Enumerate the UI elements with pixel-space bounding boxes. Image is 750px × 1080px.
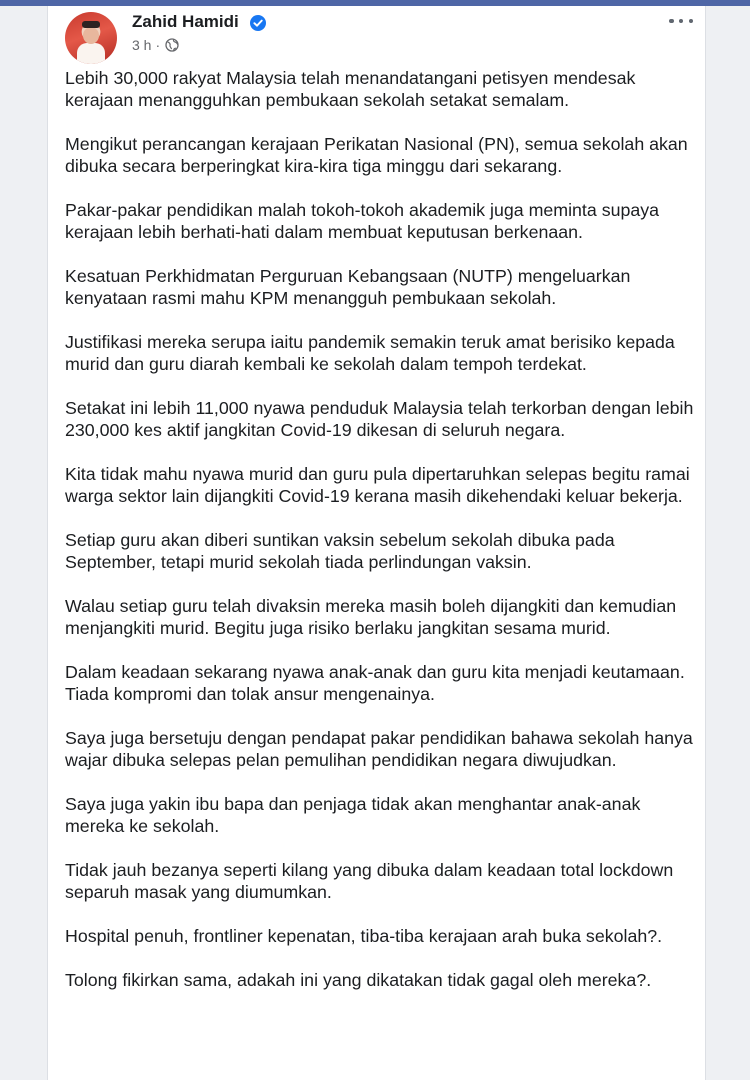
meta-separator: · [155, 37, 161, 53]
post-paragraph: Justifikasi mereka serupa iaitu pandemik semakin teruk amat berisiko kepada murid dan guru diarah kembali ke sekolah dalam tempoh terdekat. [65, 332, 675, 374]
avatar-cap [82, 21, 100, 28]
avatar-shirt [77, 43, 105, 64]
post-paragraph: Kita tidak mahu nyawa murid dan guru pula dipertaruhkan selepas begitu ramai warga sektor lain dijangkiti Covid-19 kerana masih dikehendaki keluar bekerja. [65, 464, 690, 506]
post-meta [132, 37, 179, 53]
post-card [47, 6, 706, 1080]
post-paragraph: Hospital penuh, frontliner kepenatan, tiba-tiba kerajaan arah buka sekolah?. [65, 926, 663, 946]
post-paragraph: Saya juga yakin ibu bapa dan penjaga tidak akan menghantar anak-anak mereka ke sekolah. [65, 794, 641, 836]
post-paragraph: Setakat ini lebih 11,000 nyawa penduduk Malaysia telah terkorban dengan lebih 230,000 kes aktif jangkitan Covid-19 dikesan di seluruh negara. [65, 398, 694, 440]
post-paragraph: Mengikut perancangan kerajaan Perikatan Nasional (PN), semua sekolah akan dibuka secara berperingkat kira-kira tiga minggu dari sekarang. [65, 134, 688, 176]
post-paragraph: Lebih 30,000 rakyat Malaysia telah menandatangani petisyen mendesak kerajaan menangguhkan pembukaan sekolah setakat semalam. [65, 68, 636, 110]
author-name[interactable]: Zahid Hamidi [132, 12, 239, 31]
post-paragraph: Saya juga bersetuju dengan pendapat pakar pendidikan bahawa sekolah hanya wajar dibuka selepas pelan pemulihan pendidikan negara diwujudkan. [65, 728, 693, 770]
post-paragraph: Setiap guru akan diberi suntikan vaksin sebelum sekolah dibuka pada September, tetapi murid sekolah tiada perlindungan vaksin. [65, 530, 615, 572]
post-paragraph: Walau setiap guru telah divaksin mereka masih boleh dijangkiti dan kemudian menjangkiti murid. Begitu juga risiko berlaku jangkitan sesama murid. [65, 596, 677, 638]
post-paragraph: Kesatuan Perkhidmatan Perguruan Kebangsaan (NUTP) mengeluarkan kenyataan rasmi mahu KPM menangguh pembukaan sekolah. [65, 266, 631, 308]
avatar[interactable] [65, 12, 117, 64]
post-paragraph: Tidak jauh bezanya seperti kilang yang dibuka dalam keadaan total lockdown separuh masak yang diumumkan. [65, 860, 674, 902]
post-time[interactable]: 3 h [132, 37, 152, 53]
post-paragraph: Dalam keadaan sekarang nyawa anak-anak dan guru kita menjadi keutamaan. Tiada kompromi dan tolak ansur mengenainya. [65, 662, 685, 704]
post-header [48, 6, 705, 66]
globe-icon[interactable] [165, 38, 179, 52]
post-paragraph: Tolong fikirkan sama, adakah ini yang dikatakan tidak gagal oleh mereka?. [65, 970, 652, 990]
more-options-icon[interactable] [669, 14, 693, 28]
post-paragraph: Pakar-pakar pendidikan malah tokoh-tokoh akademik juga meminta supaya kerajaan lebih berhati-hati dalam membuat keputusan berkenaan. [65, 200, 660, 242]
post-body [65, 67, 695, 1013]
verified-badge-icon [250, 15, 266, 31]
avatar-face [83, 27, 99, 44]
